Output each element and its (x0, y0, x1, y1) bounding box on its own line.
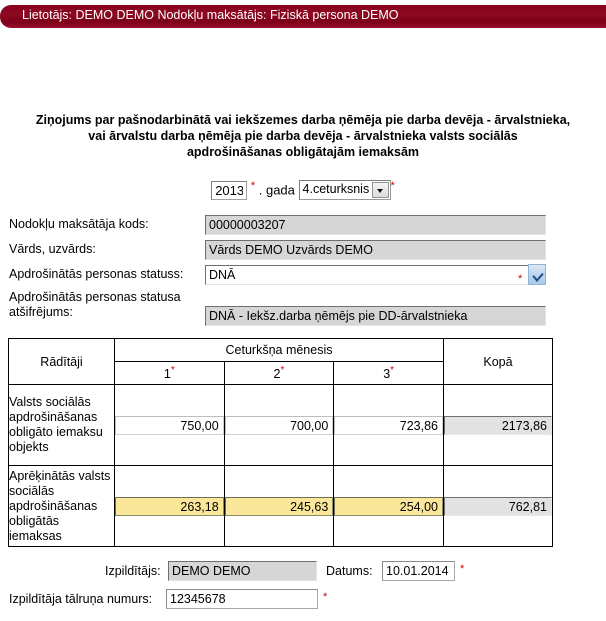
full-name-value: Vārds DEMO Uzvārds DEMO (205, 240, 546, 260)
input-object-month-3[interactable]: 723,86 (334, 416, 443, 435)
status-description-label (9, 290, 181, 320)
status-description-label-line-2: atšifrējums: (9, 305, 73, 319)
header-month-2-asterisk: * (280, 364, 285, 376)
phone-input[interactable]: 12345678 (166, 589, 318, 609)
page-title-line-2: vai ārvalstu darba ņēmēja pie darba devēja - ārvalstnieka valsts sociālās (88, 129, 518, 143)
taxpayer-code-value: 00000003207 (205, 215, 546, 235)
executor-label: Izpildītājs: (105, 564, 161, 578)
field-row-person-status (0, 264, 606, 289)
executor-value: DEMO DEMO (168, 561, 317, 581)
header-month-3-asterisk: * (390, 364, 395, 376)
table-header-row-1 (9, 339, 553, 362)
full-name-label: Vārds, uzvārds: (9, 242, 96, 256)
row-label-calculated-contributions: Aprēķinātās valsts sociālās apdrošināšanas obligātās iemaksas (9, 466, 115, 547)
phone-label: Izpildītāja tālruņa numurs: (9, 592, 153, 606)
input-object-month-2[interactable]: 700,00 (225, 416, 334, 435)
page-title (0, 112, 606, 160)
date-input[interactable]: 10.01.2014 (382, 561, 455, 581)
status-description-value: DNĀ - Iekšz.darba ņēmējs pie DD-ārvalstnieka (205, 306, 546, 326)
input-calculated-month-2[interactable]: 245,63 (225, 497, 334, 516)
header-month-1-asterisk: * (170, 364, 175, 376)
cell-calculated-month-2 (224, 466, 334, 547)
user-status-bar (0, 5, 606, 28)
person-status-required-asterisk: * (518, 273, 523, 285)
header-month-3-label: 3 (383, 367, 391, 382)
cell-calculated-month-1 (115, 466, 225, 547)
header-month-3 (334, 362, 444, 385)
row-label-contribution-object: Valsts sociālās apdrošināšanas obligāto iemaksu objekts (9, 385, 115, 466)
input-calculated-month-3[interactable]: 254,00 (334, 497, 443, 516)
input-object-month-1[interactable]: 750,00 (115, 416, 224, 435)
date-label: Datums: (326, 564, 373, 578)
person-status-label: Apdrošinātās personas statuss: (9, 267, 184, 281)
cell-object-month-2 (224, 385, 334, 466)
header-total: Kopā (444, 339, 553, 385)
header-month-2 (224, 362, 334, 385)
cell-calculated-total (444, 466, 553, 547)
phone-required-asterisk: * (323, 591, 328, 603)
header-month-2-label: 2 (273, 367, 281, 382)
table-row (9, 385, 553, 466)
header-month-1-label: 1 (163, 367, 171, 382)
field-row-full-name (0, 239, 606, 264)
person-status-dropdown-chevron-icon[interactable] (528, 264, 546, 285)
taxpayer-code-label: Nodokļu maksātāja kods: (9, 217, 149, 231)
quarter-select-value: 4.ceturksnis (302, 182, 370, 196)
header-indicator: Rādītāji (9, 339, 115, 385)
taxpayer-info-form (0, 214, 606, 331)
cell-object-total (444, 385, 553, 466)
period-selector-row (0, 180, 606, 200)
user-status-text: Lietotājs: DEMO DEMO Nodokļu maksātājs: Fiziskā persona DEMO (22, 8, 399, 22)
header-quarter-months: Ceturkšņa mēnesis (115, 339, 444, 362)
year-required-asterisk: * (250, 180, 256, 192)
status-description-label-line-1: Apdrošinātās personas statusa (9, 290, 181, 304)
table-row (9, 466, 553, 547)
contributions-table (8, 338, 553, 547)
chevron-down-icon[interactable] (372, 182, 389, 198)
cell-object-month-1 (115, 385, 225, 466)
field-row-status-description (0, 289, 606, 331)
field-row-taxpayer-code (0, 214, 606, 239)
header-month-1 (115, 362, 225, 385)
value-object-total: 2173,86 (444, 416, 552, 435)
year-input[interactable] (211, 181, 247, 200)
input-calculated-month-1[interactable]: 263,18 (115, 497, 224, 516)
cell-calculated-month-3 (334, 466, 444, 547)
cell-object-month-3 (334, 385, 444, 466)
period-separator-label: . gada (258, 182, 295, 198)
person-status-input[interactable]: DNĀ (205, 265, 534, 285)
quarter-select[interactable] (299, 180, 391, 200)
page-title-line-1: Ziņojums par pašnodarbinātā vai iekšzemes darba ņēmēja pie darba devēja - ārvalstnieka, (35, 113, 571, 127)
value-calculated-total: 762,81 (444, 497, 552, 516)
page-title-line-3: apdrošināšanas obligātajām iemaksām (186, 145, 420, 159)
quarter-required-asterisk: * (390, 180, 395, 192)
date-required-asterisk: * (460, 563, 465, 575)
